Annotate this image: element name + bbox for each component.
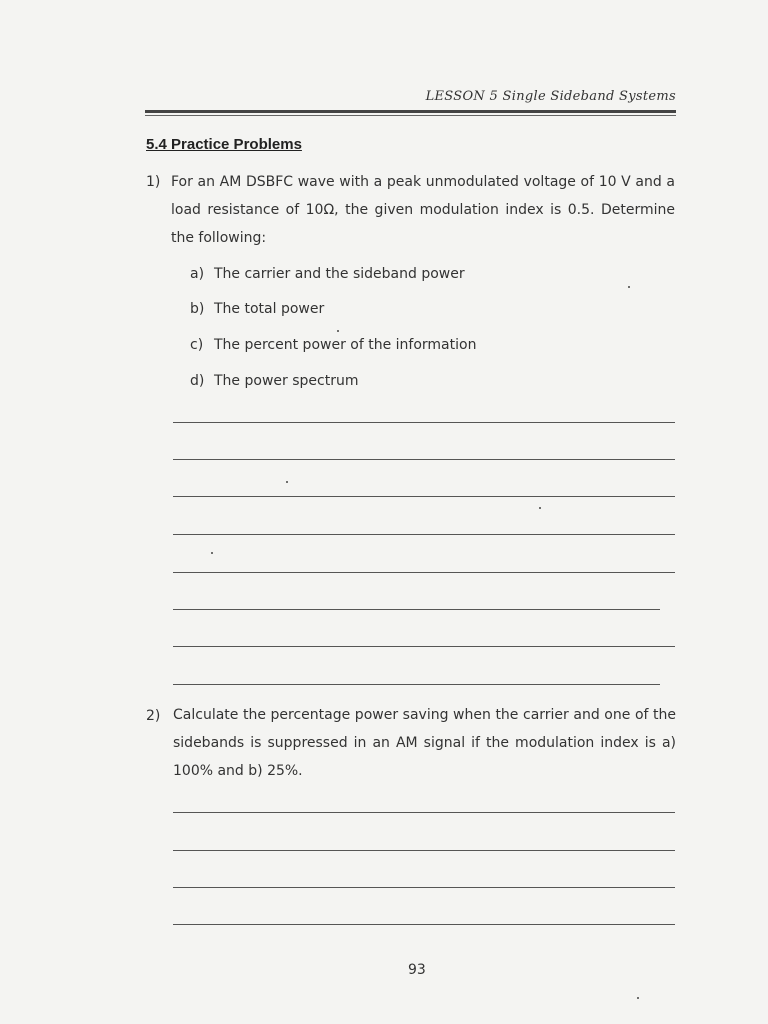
scan-speck	[628, 286, 630, 288]
scan-speck	[539, 507, 541, 509]
answer-line[interactable]	[173, 924, 675, 925]
problem-1-text: For an AM DSBFC wave with a peak unmodulated voltage of 10 V and a load resistance of 10Ω, the given modulation index is 0.5. Determine the following:	[171, 174, 675, 246]
lesson-header: LESSON 5 Single Sideband Systems	[425, 89, 676, 104]
item-b-label: b)	[190, 301, 205, 317]
answer-line[interactable]	[173, 684, 660, 685]
page-number: 93	[408, 962, 426, 978]
scan-speck	[286, 481, 288, 483]
answer-line[interactable]	[173, 887, 675, 888]
section-title: 5.4 Practice Problems	[146, 136, 302, 153]
problem-1-item-c	[190, 337, 476, 353]
problem-1-item-d	[190, 373, 358, 389]
answer-line[interactable]	[173, 646, 675, 647]
answer-line[interactable]	[173, 572, 675, 573]
problem-1-number: 1)	[146, 174, 161, 190]
item-d-label: d)	[190, 373, 205, 389]
answer-line[interactable]	[173, 534, 675, 535]
scan-speck	[637, 997, 639, 999]
item-c-label: c)	[190, 337, 204, 353]
scan-speck	[337, 330, 339, 332]
problem-2-number: 2)	[146, 708, 161, 724]
answer-line[interactable]	[173, 496, 675, 497]
item-c-text: The percent power of the information	[214, 337, 477, 353]
item-a-text: The carrier and the sideband power	[214, 266, 465, 282]
answer-line[interactable]	[173, 459, 675, 460]
header-rule-thin	[145, 115, 676, 116]
problem-1-item-a	[190, 266, 465, 282]
item-d-text: The power spectrum	[214, 373, 359, 389]
item-a-label: a)	[190, 266, 205, 282]
item-b-text: The total power	[214, 301, 325, 317]
answer-line[interactable]	[173, 609, 660, 610]
problem-1-item-b	[190, 301, 324, 317]
header-rule-thick	[145, 110, 676, 113]
answer-line[interactable]	[173, 422, 675, 423]
answer-line[interactable]	[173, 812, 675, 813]
problem-2-text: Calculate the percentage power saving when the carrier and one of the sidebands is suppressed in an AM signal if the modulation index is a) 100% and b) 25%.	[173, 707, 676, 779]
scan-speck	[211, 552, 213, 554]
answer-line[interactable]	[173, 850, 675, 851]
